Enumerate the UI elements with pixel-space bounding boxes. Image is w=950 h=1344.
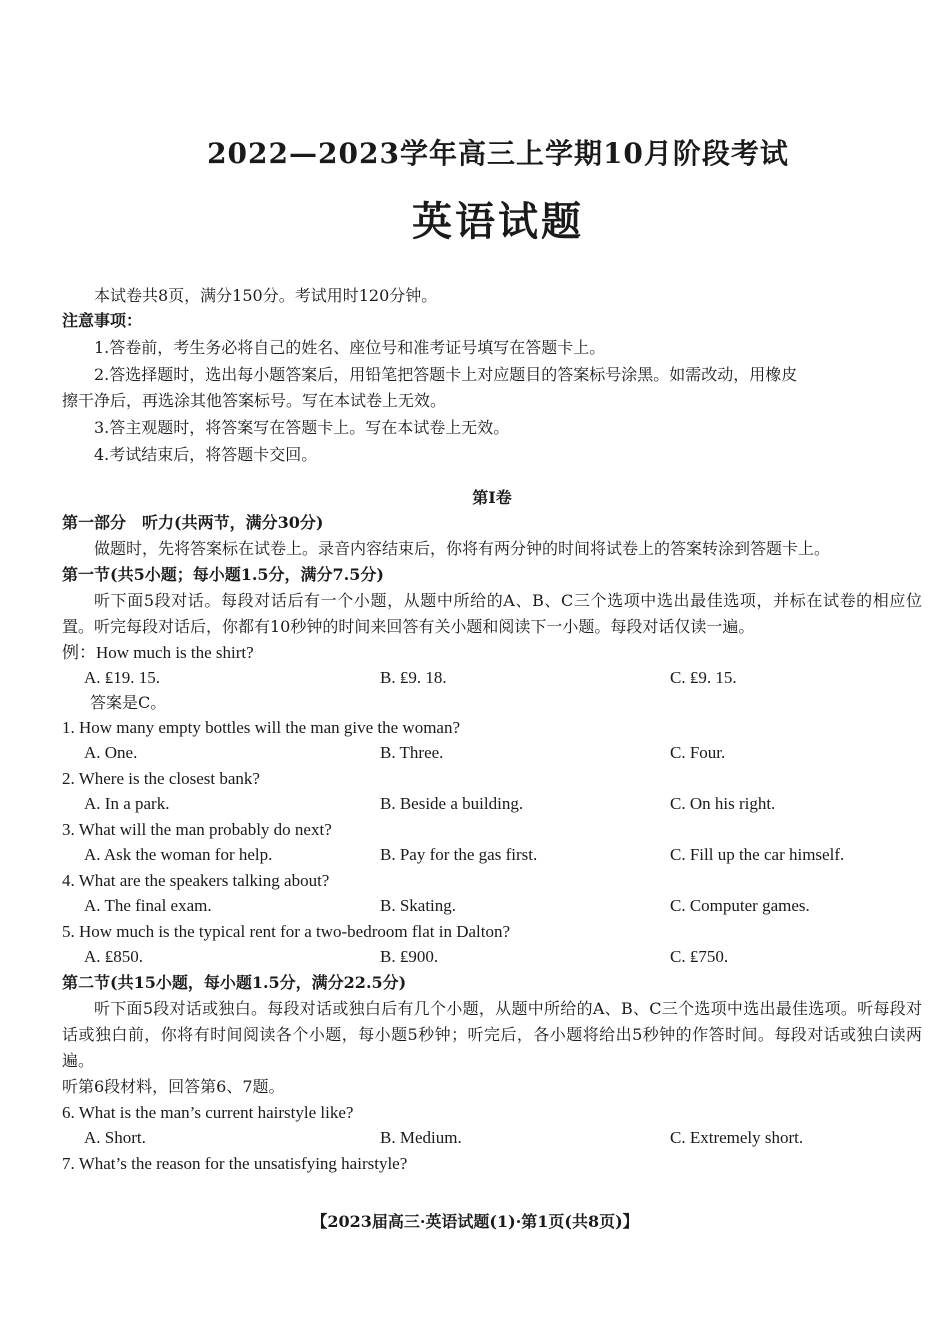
example-answer: 答案是C。 [90,693,167,712]
question-5: 5. How much is the typical rent for a two-bedroom flat in Dalton? [62,922,511,941]
notice-item-1: 1.答卷前，考生务必将自己的姓名、座位号和准考证号填写在答题卡上。 [94,338,606,357]
question-2: 2. Where is the closest bank? [62,769,260,788]
intro-text: 本试卷共8页，满分150分。考试用时120分钟。 [94,286,438,305]
question-2-options [62,791,922,817]
section2-instruction: 听下面5段对话或独白。每段对话或独白后有几个小题，从题中所给的A、B、C三个选项中选出最佳选项。听每段对话或独白前，你将有时间阅读各个小题，每小题5秒钟；听完后，各小题将给出5秒钟的作答时间。每段对话或独白读两遍。 [62,999,922,1070]
option-c: C. Extremely short. [670,1128,804,1147]
part1-heading: 第一部分 听力(共两节，满分30分) [62,513,324,532]
question-6-options [62,1125,922,1151]
option-b: B. ₤9. 18. [380,668,447,687]
section1-instruction: 听下面5段对话。每段对话后有一个小题，从题中所给的A、B、C三个选项中选出最佳选项，并标在试卷的相应位置。听完每段对话后，你都有10秒钟的时间来回答有关小题和阅读下一小题。每段对话仅读一遍。 [62,591,922,636]
notice-heading: 注意事项： [62,311,143,330]
option-c: C. Four. [670,743,726,762]
option-a: A. In a park. [84,794,170,813]
question-7: 7. What’s the reason for the unsatisfying hairstyle? [62,1154,408,1173]
option-c: C. ₤9. 15. [670,668,737,687]
section1-heading: 第一节(共5小题；每小题1.5分，满分7.5分) [62,565,384,584]
notice-item-3: 3.答主观题时，将答案写在答题卡上。写在本试卷上无效。 [94,418,510,437]
option-a: A. ₤850. [84,947,144,966]
question-1-options [62,740,922,766]
example-question: 例：How much is the shirt? [62,643,254,662]
option-a: A. ₤19. 15. [84,668,161,687]
material-note: 听第6段材料，回答第6、7题。 [62,1077,285,1096]
section2-heading: 第二节(共15小题，每小题1.5分，满分22.5分) [62,973,407,992]
option-a: A. Short. [84,1128,146,1147]
option-b: B. Three. [380,743,444,762]
notice-item-2-cont: 擦干净后，再选涂其他答案标号。写在本试卷上无效。 [62,391,447,410]
question-4: 4. What are the speakers talking about? [62,871,330,890]
question-3: 3. What will the man probably do next? [62,820,332,839]
part1-instruction: 做题时，先将答案标在试卷上。录音内容结束后，你将有两分钟的时间将试卷上的答案转涂到答题卡上。 [94,539,831,558]
option-c: C. Fill up the car himself. [670,845,845,864]
option-b: B. Skating. [380,896,457,915]
option-a: A. The final exam. [84,896,212,915]
question-1: 1. How many empty bottles will the man give the woman? [62,718,461,737]
notice-item-4: 4.考试结束后，将答题卡交回。 [94,445,318,464]
option-c: C. ₤750. [670,947,729,966]
page-footer: 【2023届高三·英语试题(1)·第1页(共8页)】 [311,1212,639,1231]
option-b: B. ₤900. [380,947,439,966]
option-b: B. Medium. [380,1128,462,1147]
question-5-options [62,944,922,970]
question-6: 6. What is the man’s current hairstyle like? [62,1103,354,1122]
option-c: C. Computer games. [670,896,810,915]
option-a: A. Ask the woman for help. [84,845,273,864]
option-a: A. One. [84,743,138,762]
notice-item-2: 2.答选择题时，选出每小题答案后，用铅笔把答题卡上对应题目的答案标号涂黑。如需改动，用橡皮 [94,365,798,384]
exam-title: 2022—2023学年高三上学期10月阶段考试 [207,137,789,170]
option-b: B. Beside a building. [380,794,524,813]
option-b: B. Pay for the gas first. [380,845,538,864]
volume-title: 第Ⅰ卷 [472,488,512,507]
subject-title: 英语试题 [412,198,584,245]
question-4-options [62,893,922,919]
example-options [62,665,922,691]
option-c: C. On his right. [670,794,776,813]
question-3-options [62,842,922,868]
